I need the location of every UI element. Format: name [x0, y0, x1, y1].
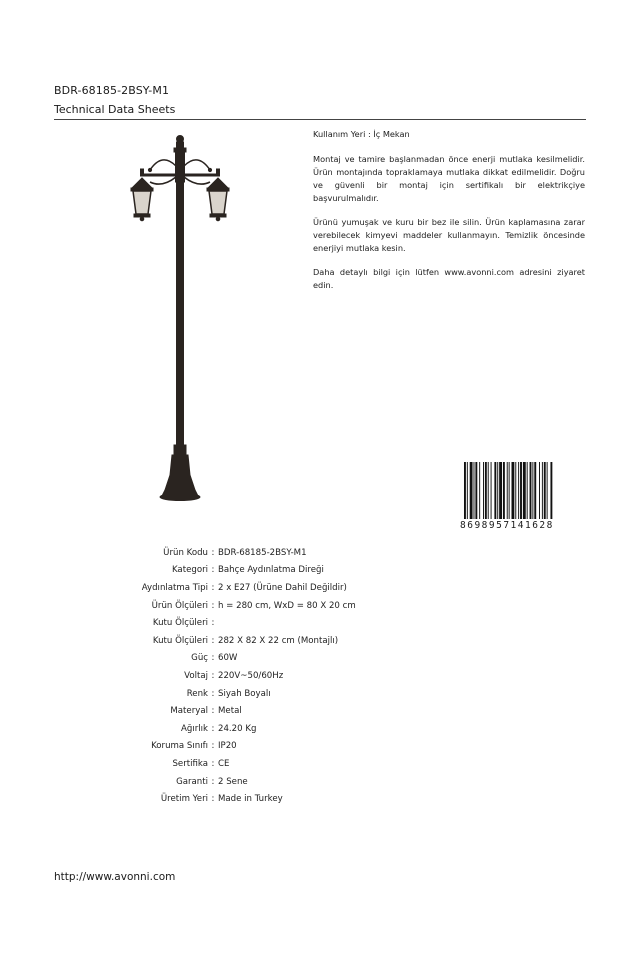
- spec-value: Bahçe Aydınlatma Direği: [218, 565, 324, 576]
- spec-row-box-dimensions: Kutu Ölçüleri : 282 X 82 X 22 cm (Montajlı): [100, 632, 400, 650]
- spec-value: 220V~50/60Hz: [218, 670, 284, 681]
- usage-location: Kullanım Yeri : İç Mekan: [313, 129, 410, 139]
- garden-lamp-post-image: [120, 130, 240, 510]
- installation-warning: Montaj ve tamire başlanmadan önce enerji mutlaka kesilmelidir. Ürün montajında topraklamaya mutlaka dikkat edilmelidir. Doğru ve güvenli bir montaj için sertifikalı bir elektrikçiye başvurulmalıdır.: [313, 154, 585, 203]
- spec-label: Ürün Ölçüleri: [151, 600, 208, 611]
- spec-row-voltage: Voltaj : 220V~50/60Hz: [100, 667, 400, 685]
- spec-row-weight: Ağırlık : 24.20 Kg: [100, 720, 400, 738]
- spec-row-protection-class: Koruma Sınıfı : IP20: [100, 738, 400, 756]
- info-section: [313, 128, 585, 292]
- spec-value: Metal: [218, 706, 242, 717]
- spec-row-color: Renk : Siyah Boyalı: [100, 685, 400, 703]
- spec-value: 2 x E27 (Ürüne Dahil Değildir): [218, 582, 347, 593]
- spec-value: 24.20 Kg: [218, 723, 257, 734]
- barcode-number: 8698957141628: [460, 519, 586, 531]
- document-subtitle: Technical Data Sheets: [54, 103, 176, 116]
- product-code-title: BDR-68185-2BSY-M1: [54, 84, 170, 97]
- spec-row-product-code: Ürün Kodu : BDR-68185-2BSY-M1: [100, 544, 400, 562]
- spec-row-origin: Üretim Yeri : Made in Turkey: [100, 790, 400, 808]
- spec-label: Kutu Ölçüleri: [152, 618, 208, 629]
- spec-label: Üretim Yeri: [160, 794, 208, 805]
- spec-value: 282 X 82 X 22 cm (Montajlı): [218, 635, 339, 646]
- spec-label: Materyal: [170, 706, 208, 717]
- spec-row-material: Materyal : Metal: [100, 702, 400, 720]
- spec-label: Ağırlık: [180, 723, 208, 734]
- spec-value: Siyah Boyalı: [218, 688, 271, 699]
- spec-label: Renk: [186, 688, 208, 699]
- spec-label: Kategori: [171, 565, 208, 576]
- spec-value: Made in Turkey: [218, 794, 283, 805]
- footer-website-link[interactable]: http://www.avonni.com: [54, 871, 176, 883]
- spec-value: 60W: [218, 653, 238, 664]
- more-info-note: Daha detaylı bilgi için lütfen www.avonni.com adresini ziyaret edin.: [313, 267, 585, 290]
- spec-label: Ürün Kodu: [163, 547, 208, 558]
- spec-value: h = 280 cm, WxD = 80 X 20 cm: [218, 600, 356, 611]
- spec-value: CE: [218, 758, 230, 769]
- spec-label: Voltaj: [184, 670, 208, 681]
- spec-row-power: Güç : 60W: [100, 650, 400, 668]
- spec-value: IP20: [218, 741, 237, 752]
- spec-row-category: Kategori : Bahçe Aydınlatma Direği: [100, 562, 400, 580]
- spec-label: Koruma Sınıfı: [151, 741, 208, 752]
- spec-value: BDR-68185-2BSY-M1: [218, 547, 307, 558]
- header-divider: [54, 119, 586, 120]
- spec-table: [100, 544, 400, 808]
- spec-label: Güç: [191, 653, 208, 664]
- spec-row-product-dimensions: Ürün Ölçüleri : h = 280 cm, WxD = 80 X 20 cm: [100, 597, 400, 615]
- spec-row-lighting-type: Aydınlatma Tipi : 2 x E27 (Ürüne Dahil Değildir): [100, 579, 400, 597]
- cleaning-instructions: Ürünü yumuşak ve kuru bir bez ile silin. Ürün kaplamasına zarar verebilecek kimyevi maddeler kullanmayın. Temizlik öncesinde enerjiyi mutlaka kesin.: [313, 217, 585, 253]
- spec-row-certificate: Sertifika : CE: [100, 755, 400, 773]
- spec-label: Kutu Ölçüleri: [152, 635, 208, 646]
- spec-label: Aydınlatma Tipi: [141, 582, 208, 593]
- spec-label: Sertifika: [172, 758, 208, 769]
- spec-label: Garanti: [176, 776, 208, 787]
- spec-row-warranty: Garanti : 2 Sene: [100, 773, 400, 791]
- spec-value: 2 Sene: [218, 776, 248, 787]
- spec-row-box-dimensions-empty: Kutu Ölçüleri :: [100, 614, 400, 632]
